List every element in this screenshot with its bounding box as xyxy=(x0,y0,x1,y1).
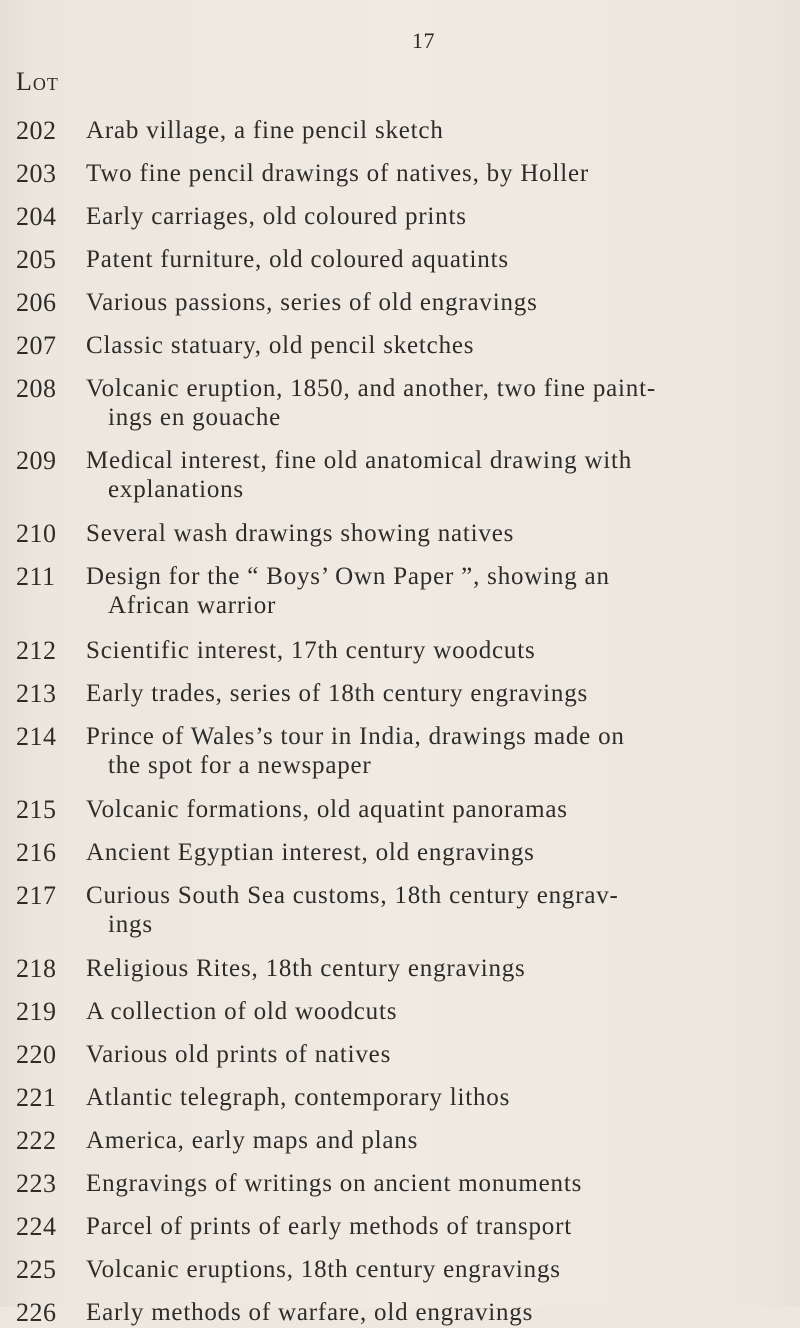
lot-number: 204 xyxy=(16,202,57,231)
lot-description-line: Curious South Sea customs, 18th century engrav- xyxy=(86,882,619,909)
lot-description-line: Various passions, series of old engravings xyxy=(86,289,538,316)
lot-number: 202 xyxy=(16,116,57,145)
lot-description-line: A collection of old woodcuts xyxy=(86,998,398,1025)
lot-number: 214 xyxy=(16,722,57,751)
lot-column-header: Lot xyxy=(16,67,59,96)
lot-description xyxy=(86,679,786,708)
lot-description-continuation: ings en gouache xyxy=(108,404,282,431)
lot-description-line: Early carriages, old coloured prints xyxy=(86,203,467,230)
lot-number: 219 xyxy=(16,997,57,1026)
lot-description xyxy=(86,116,786,145)
lot-number: 203 xyxy=(16,159,57,188)
page-number: 17 xyxy=(412,28,435,53)
lot-description-line: Engravings of writings on ancient monuments xyxy=(86,1170,583,1197)
lot-description-line: Early trades, series of 18th century engravings xyxy=(86,680,589,707)
lot-description xyxy=(86,881,786,939)
lot-description xyxy=(86,519,786,548)
lot-description xyxy=(86,374,786,432)
lot-description xyxy=(86,288,786,317)
lot-number: 223 xyxy=(16,1169,57,1198)
lot-description xyxy=(86,1126,786,1155)
lot-description-line: Arab village, a fine pencil sketch xyxy=(86,117,444,144)
lot-number: 215 xyxy=(16,795,57,824)
lot-number: 207 xyxy=(16,331,57,360)
lot-number: 226 xyxy=(16,1298,57,1327)
lot-description-line: Atlantic telegraph, contemporary lithos xyxy=(86,1084,511,1111)
lot-description-line: Classic statuary, old pencil sketches xyxy=(86,332,475,359)
lot-description-line: Design for the “ Boys’ Own Paper ”, showing an xyxy=(86,563,610,590)
lot-description xyxy=(86,1083,786,1112)
lot-description xyxy=(86,636,786,665)
lot-description xyxy=(86,202,786,231)
lot-description-line: Religious Rites, 18th century engravings xyxy=(86,955,526,982)
lot-number: 224 xyxy=(16,1212,57,1241)
lot-number: 216 xyxy=(16,838,57,867)
lot-description xyxy=(86,722,786,780)
lot-description xyxy=(86,1040,786,1069)
lot-description-line: Early methods of warfare, old engravings xyxy=(86,1299,534,1326)
lot-description xyxy=(86,997,786,1026)
lot-description-line: Volcanic eruption, 1850, and another, two fine paint- xyxy=(86,375,656,402)
lot-description xyxy=(86,245,786,274)
lot-description-continuation: explanations xyxy=(108,476,244,503)
lot-number: 222 xyxy=(16,1126,57,1155)
lot-number: 218 xyxy=(16,954,57,983)
lot-number: 220 xyxy=(16,1040,57,1069)
lot-description-line: Volcanic formations, old aquatint panoramas xyxy=(86,796,568,823)
lot-description xyxy=(86,1212,786,1241)
lot-description xyxy=(86,795,786,824)
lot-number: 209 xyxy=(16,446,57,475)
lot-description-line: Several wash drawings showing natives xyxy=(86,520,515,547)
lot-description-line: Patent furniture, old coloured aquatints xyxy=(86,246,509,273)
lot-description xyxy=(86,159,786,188)
lot-description xyxy=(86,954,786,983)
lot-description-line: Two fine pencil drawings of natives, by Holler xyxy=(86,160,589,187)
lot-number: 212 xyxy=(16,636,57,665)
lot-description-line: Scientific interest, 17th century woodcuts xyxy=(86,637,536,664)
lot-number: 221 xyxy=(16,1083,57,1112)
lot-number: 210 xyxy=(16,519,57,548)
lot-number: 213 xyxy=(16,679,57,708)
lot-description-continuation: African warrior xyxy=(108,592,277,619)
lot-number: 217 xyxy=(16,881,57,910)
lot-description-line: America, early maps and plans xyxy=(86,1127,419,1154)
lot-description-line: Various old prints of natives xyxy=(86,1041,392,1068)
lot-number: 205 xyxy=(16,245,57,274)
lot-description xyxy=(86,331,786,360)
lot-description-line: Medical interest, fine old anatomical drawing with xyxy=(86,447,633,474)
lot-description-continuation: the spot for a newspaper xyxy=(108,752,372,779)
lot-description-line: Volcanic eruptions, 18th century engravings xyxy=(86,1256,561,1283)
lot-number: 206 xyxy=(16,288,57,317)
lot-description-continuation: ings xyxy=(108,911,153,938)
lot-description xyxy=(86,1169,786,1198)
lot-description-line: Ancient Egyptian interest, old engravings xyxy=(86,839,535,866)
lot-description-line: Parcel of prints of early methods of transport xyxy=(86,1213,572,1240)
lot-number: 208 xyxy=(16,374,57,403)
lot-number: 225 xyxy=(16,1255,57,1284)
lot-description xyxy=(86,1255,786,1284)
lot-description xyxy=(86,446,786,504)
lot-description-line: Prince of Wales’s tour in India, drawings made on xyxy=(86,723,625,750)
lot-description xyxy=(86,838,786,867)
lot-description xyxy=(86,1298,786,1327)
lot-description xyxy=(86,562,786,620)
lot-number: 211 xyxy=(16,562,56,591)
